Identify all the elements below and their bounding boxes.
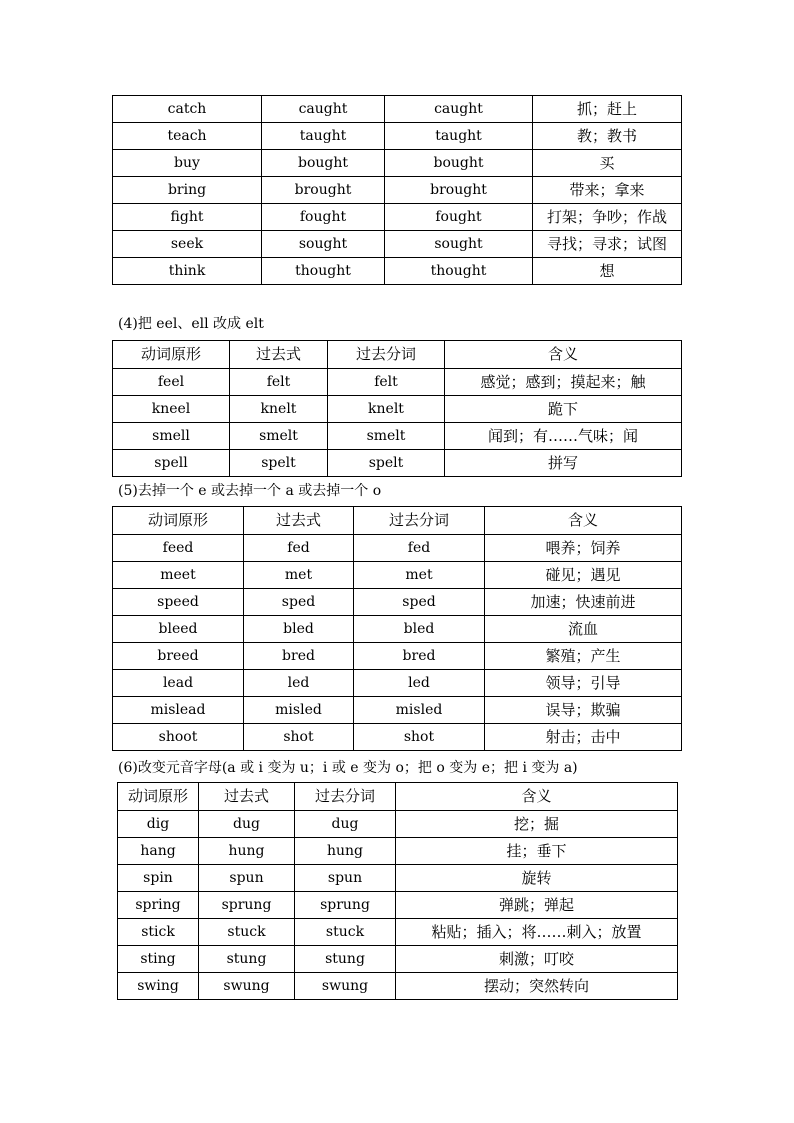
cell-past-tense: brought [262, 177, 385, 204]
header-past-tense: 过去式 [244, 507, 354, 535]
verb-table-eel-ell [112, 340, 682, 477]
cell-meaning: 打架；争吵；作战 [533, 204, 682, 231]
header-meaning: 含义 [445, 341, 682, 369]
cell-meaning: 加速；快速前进 [485, 589, 682, 616]
cell-past-participle: sought [385, 231, 533, 258]
table-row [113, 123, 682, 150]
section-6-caption: (6)改变元音字母(a 或 i 变为 u；i 或 e 变为 o；把 o 变为 e；把 i 变为 a) [118, 760, 578, 776]
cell-meaning: 误导；欺骗 [485, 697, 682, 724]
cell-past-participle: caught [385, 96, 533, 123]
cell-past-tense: swung [199, 973, 295, 1000]
cell-base-form: spring [118, 892, 199, 919]
cell-past-participle: smelt [328, 423, 445, 450]
table-row [113, 150, 682, 177]
cell-base-form: sting [118, 946, 199, 973]
table-row [113, 697, 682, 724]
cell-past-participle: fed [354, 535, 485, 562]
table-row [113, 616, 682, 643]
cell-base-form: kneel [113, 396, 230, 423]
cell-meaning: 繁殖；产生 [485, 643, 682, 670]
header-row [113, 507, 682, 535]
cell-past-participle: sprung [295, 892, 396, 919]
cell-base-form: feed [113, 535, 244, 562]
cell-base-form: smell [113, 423, 230, 450]
cell-meaning: 挂；垂下 [396, 838, 678, 865]
cell-base-form: meet [113, 562, 244, 589]
cell-past-participle: knelt [328, 396, 445, 423]
table-row [113, 423, 682, 450]
header-base-form: 动词原形 [113, 341, 230, 369]
table-row [113, 535, 682, 562]
cell-past-participle: bred [354, 643, 485, 670]
cell-past-participle: dug [295, 811, 396, 838]
cell-past-tense: knelt [230, 396, 328, 423]
cell-past-tense: shot [244, 724, 354, 751]
header-past-participle: 过去分词 [295, 783, 396, 811]
cell-past-tense: met [244, 562, 354, 589]
cell-past-participle: sped [354, 589, 485, 616]
cell-base-form: breed [113, 643, 244, 670]
header-row [118, 783, 678, 811]
header-past-tense: 过去式 [199, 783, 295, 811]
cell-past-tense: sprung [199, 892, 295, 919]
cell-meaning: 挖；掘 [396, 811, 678, 838]
table-row [113, 589, 682, 616]
cell-meaning: 粘贴；插入；将……刺入；放置 [396, 919, 678, 946]
cell-past-tense: led [244, 670, 354, 697]
cell-meaning: 想 [533, 258, 682, 285]
cell-meaning: 弹跳；弹起 [396, 892, 678, 919]
cell-past-participle: hung [295, 838, 396, 865]
table-row [118, 811, 678, 838]
table-row [113, 724, 682, 751]
cell-past-tense: spun [199, 865, 295, 892]
cell-meaning: 刺激；叮咬 [396, 946, 678, 973]
cell-past-participle: misled [354, 697, 485, 724]
cell-meaning: 流血 [485, 616, 682, 643]
cell-base-form: speed [113, 589, 244, 616]
cell-past-tense: caught [262, 96, 385, 123]
cell-base-form: shoot [113, 724, 244, 751]
cell-base-form: buy [113, 150, 262, 177]
cell-base-form: fight [113, 204, 262, 231]
cell-meaning: 旋转 [396, 865, 678, 892]
cell-past-tense: bled [244, 616, 354, 643]
cell-past-participle: stung [295, 946, 396, 973]
cell-meaning: 拼写 [445, 450, 682, 477]
cell-base-form: spin [118, 865, 199, 892]
cell-past-participle: bled [354, 616, 485, 643]
table-row [113, 177, 682, 204]
header-base-form: 动词原形 [113, 507, 244, 535]
cell-base-form: feel [113, 369, 230, 396]
cell-base-form: think [113, 258, 262, 285]
header-row [113, 341, 682, 369]
cell-past-participle: bought [385, 150, 533, 177]
table-row [113, 258, 682, 285]
cell-past-tense: fought [262, 204, 385, 231]
cell-past-tense: thought [262, 258, 385, 285]
cell-base-form: bleed [113, 616, 244, 643]
cell-base-form: catch [113, 96, 262, 123]
table-row [113, 231, 682, 258]
cell-base-form: dig [118, 811, 199, 838]
cell-meaning: 教；教书 [533, 123, 682, 150]
cell-past-tense: stung [199, 946, 295, 973]
cell-past-participle: thought [385, 258, 533, 285]
cell-past-participle: stuck [295, 919, 396, 946]
cell-base-form: seek [113, 231, 262, 258]
cell-base-form: swing [118, 973, 199, 1000]
table-row [113, 562, 682, 589]
header-meaning: 含义 [396, 783, 678, 811]
cell-base-form: bring [113, 177, 262, 204]
cell-past-tense: hung [199, 838, 295, 865]
cell-meaning: 摆动；突然转向 [396, 973, 678, 1000]
cell-past-participle: shot [354, 724, 485, 751]
table-row [118, 973, 678, 1000]
cell-meaning: 射击；击中 [485, 724, 682, 751]
verb-table-vowel-change [117, 782, 678, 1000]
cell-past-participle: spelt [328, 450, 445, 477]
header-past-tense: 过去式 [230, 341, 328, 369]
cell-base-form: lead [113, 670, 244, 697]
cell-past-participle: swung [295, 973, 396, 1000]
cell-past-tense: bred [244, 643, 354, 670]
cell-meaning: 买 [533, 150, 682, 177]
cell-past-participle: spun [295, 865, 396, 892]
table-row [113, 396, 682, 423]
header-past-participle: 过去分词 [354, 507, 485, 535]
section-5-caption: (5)去掉一个 e 或去掉一个 a 或去掉一个 o [118, 483, 382, 499]
cell-base-form: stick [118, 919, 199, 946]
cell-past-tense: felt [230, 369, 328, 396]
cell-past-tense: spelt [230, 450, 328, 477]
cell-base-form: mislead [113, 697, 244, 724]
cell-past-tense: taught [262, 123, 385, 150]
table-row [118, 838, 678, 865]
cell-past-participle: met [354, 562, 485, 589]
cell-meaning: 闻到；有……气味；闻 [445, 423, 682, 450]
table-row [118, 946, 678, 973]
cell-past-tense: misled [244, 697, 354, 724]
table-row [113, 204, 682, 231]
cell-meaning: 跪下 [445, 396, 682, 423]
cell-past-tense: fed [244, 535, 354, 562]
section-4-caption: (4)把 eel、ell 改成 elt [118, 316, 264, 332]
table-row [113, 643, 682, 670]
cell-past-participle: brought [385, 177, 533, 204]
verb-table-continued [112, 95, 682, 285]
cell-base-form: teach [113, 123, 262, 150]
cell-meaning: 抓；赶上 [533, 96, 682, 123]
cell-past-tense: bought [262, 150, 385, 177]
table-row [113, 96, 682, 123]
cell-past-participle: fought [385, 204, 533, 231]
cell-meaning: 碰见；遇见 [485, 562, 682, 589]
cell-base-form: spell [113, 450, 230, 477]
table-row [113, 450, 682, 477]
cell-meaning: 喂养；饲养 [485, 535, 682, 562]
verb-table-drop-vowel [112, 506, 682, 751]
cell-past-tense: sought [262, 231, 385, 258]
table-row [113, 670, 682, 697]
cell-meaning: 领导；引导 [485, 670, 682, 697]
cell-past-participle: taught [385, 123, 533, 150]
table-row [118, 919, 678, 946]
cell-meaning: 寻找；寻求；试图 [533, 231, 682, 258]
cell-past-tense: stuck [199, 919, 295, 946]
cell-past-tense: dug [199, 811, 295, 838]
table-row [113, 369, 682, 396]
header-meaning: 含义 [485, 507, 682, 535]
header-base-form: 动词原形 [118, 783, 199, 811]
table-row [118, 865, 678, 892]
cell-past-participle: led [354, 670, 485, 697]
cell-past-tense: smelt [230, 423, 328, 450]
cell-base-form: hang [118, 838, 199, 865]
cell-past-participle: felt [328, 369, 445, 396]
cell-meaning: 带来；拿来 [533, 177, 682, 204]
cell-past-tense: sped [244, 589, 354, 616]
table-row [118, 892, 678, 919]
header-past-participle: 过去分词 [328, 341, 445, 369]
cell-meaning: 感觉；感到；摸起来；触 [445, 369, 682, 396]
